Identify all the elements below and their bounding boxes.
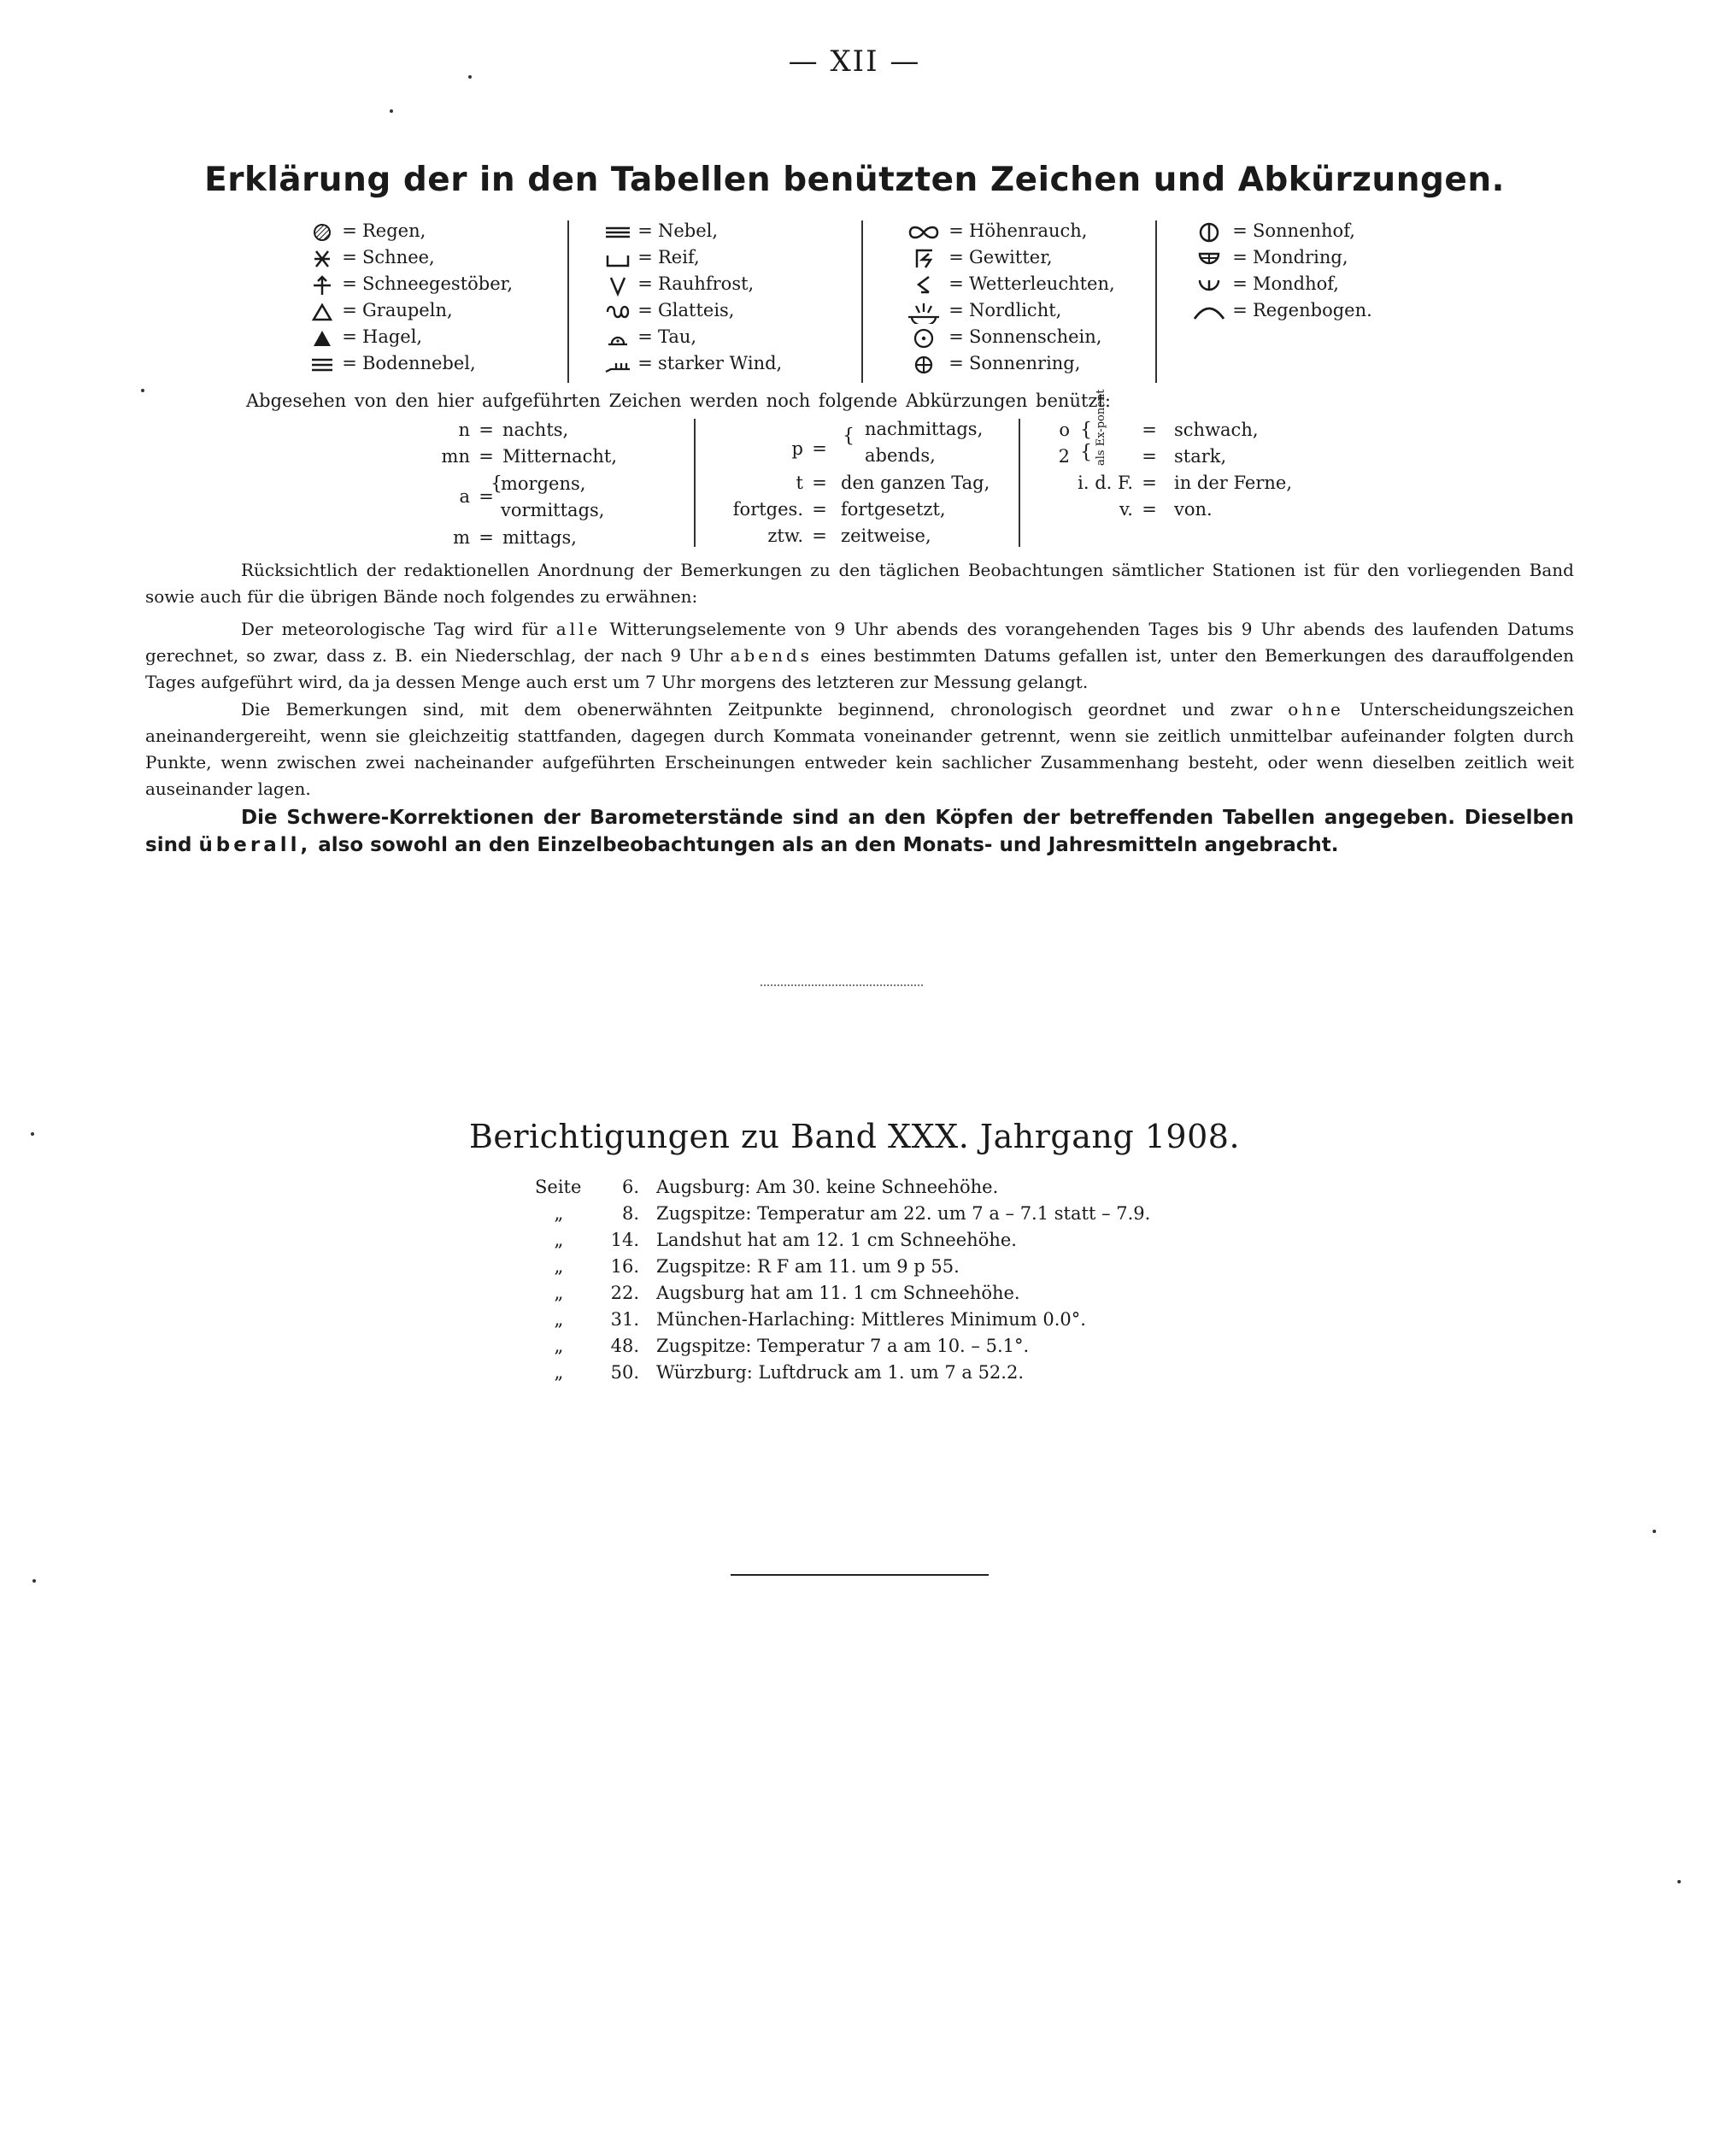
abbrev-value: schwach, <box>1174 420 1259 440</box>
paragraph-text: Witterungselemente von 9 Uhr abends des vorangehenden Tages bis 9 Uhr abends des laufenden Datums gerechnet, so zwar, dass z. B. ein Niederschlag, der nach 9 Uhr <box>145 619 1575 666</box>
equals-sign: = <box>1142 420 1157 440</box>
abbrev-value: fortgesetzt, <box>841 499 946 520</box>
equals-sign: = <box>342 220 357 241</box>
paragraph-text: also sowohl an den Einzelbeobachtungen als an den Monats- und Jahresmitteln angebracht. <box>318 834 1339 856</box>
correction-text: Zugspitze: Temperatur 7 a am 10. – 5.1°. <box>656 1336 1030 1356</box>
lunar-halo-icon <box>1191 271 1227 297</box>
abbrev-value: morgens, <box>501 473 586 494</box>
emphasis: ohne <box>1288 699 1344 720</box>
thunderstorm-icon <box>904 244 943 271</box>
correction-text: Zugspitze: R F am 11. um 9 p 55. <box>656 1256 960 1277</box>
legend-label: Graupeln, <box>362 300 453 320</box>
legend-row <box>1191 271 1372 297</box>
lunar-ring-icon <box>1191 244 1227 271</box>
equals-sign: = <box>637 273 653 294</box>
column-divider <box>1019 419 1020 547</box>
rain-icon <box>308 218 337 244</box>
legend-row <box>904 324 1115 350</box>
legend-label: Hagel, <box>362 326 423 347</box>
correction-prefix: Seite <box>535 1177 582 1197</box>
legend-row <box>1191 297 1372 324</box>
legend-label: Glatteis, <box>658 300 735 320</box>
legend-label: Schneegestöber, <box>362 273 514 294</box>
legend-label: Sonnenschein, <box>969 326 1102 347</box>
equals-sign: = <box>342 353 357 373</box>
strong-wind-icon <box>603 350 632 377</box>
correction-row <box>535 1254 960 1280</box>
legend-row <box>603 271 782 297</box>
hail-icon <box>308 324 337 350</box>
paragraph-text: Rücksichtlich der redaktionellen Anordnung der Bemerkungen zu den täglichen Beobachtungen sämtlicher Stationen ist für den vorliegenden Band sowie auch für die übrigen Bände noch folgendes zu erwähnen: <box>145 560 1574 607</box>
equals-sign: = <box>948 247 964 267</box>
legend-row <box>904 271 1115 297</box>
dew-icon <box>603 324 632 350</box>
legend-label: Tau, <box>658 326 697 347</box>
equals-sign: = <box>948 353 964 373</box>
closing-rule <box>731 1574 989 1576</box>
sunshine-icon <box>904 324 943 350</box>
equals-sign: = <box>812 473 827 493</box>
snow-icon <box>308 244 337 271</box>
abbrev-value: abends, <box>865 445 936 466</box>
correction-page: 31. <box>610 1309 639 1330</box>
legend-row <box>904 244 1115 271</box>
legend-row <box>308 297 513 324</box>
equals-sign: = <box>1232 273 1248 294</box>
equals-sign: = <box>812 438 827 459</box>
equals-sign: = <box>637 300 653 320</box>
brace: { <box>1080 420 1092 441</box>
ground-fog-icon <box>308 350 337 377</box>
correction-prefix: „ <box>554 1309 564 1330</box>
aurora-icon <box>904 297 943 324</box>
legend-row <box>308 324 513 350</box>
equals-sign: = <box>948 300 964 320</box>
legend-label: Nordlicht, <box>969 300 1062 320</box>
legend-label: Mondhof, <box>1253 273 1339 294</box>
equals-sign: = <box>812 499 827 520</box>
scan-speck <box>390 109 393 113</box>
section-divider <box>761 984 923 986</box>
equals-sign: = <box>1232 247 1248 267</box>
correction-text: Zugspitze: Temperatur am 22. um 7 a – 7.1 statt – 7.9. <box>656 1203 1151 1224</box>
symbol-column-2 <box>603 218 782 377</box>
scan-speck <box>141 389 144 392</box>
abbrev-value: nachts, <box>502 420 569 440</box>
equals-sign: = <box>479 527 494 548</box>
glaze-icon <box>603 297 632 324</box>
equals-sign: = <box>948 326 964 347</box>
abbrev-value: vormittags, <box>501 500 605 520</box>
column-divider <box>694 419 696 547</box>
legend-row <box>603 350 782 377</box>
legend-label: Mondring, <box>1253 247 1348 267</box>
legend-row <box>603 297 782 324</box>
abbrev-value: in der Ferne, <box>1174 473 1293 493</box>
legend-label: Rauhfrost, <box>658 273 755 294</box>
equals-sign: = <box>479 446 494 467</box>
correction-prefix: „ <box>554 1362 564 1383</box>
haze-icon <box>904 218 943 244</box>
correction-page: 8. <box>621 1203 639 1224</box>
equals-sign: = <box>479 486 494 507</box>
legend-row <box>603 244 782 271</box>
graupel-icon <box>308 297 337 324</box>
legend-row <box>308 350 513 377</box>
equals-sign: = <box>342 247 357 267</box>
solar-halo-icon <box>1191 218 1227 244</box>
correction-row <box>535 1227 1017 1254</box>
legend-label: Nebel, <box>658 220 719 241</box>
abbrev-value: den ganzen Tag, <box>841 473 990 493</box>
rainbow-icon <box>1191 297 1227 324</box>
abbrev-key-v: v. <box>1119 499 1133 520</box>
correction-text: Landshut hat am 12. 1 cm Schneehöhe. <box>656 1230 1017 1250</box>
correction-text: Augsburg hat am 11. 1 cm Schneehöhe. <box>656 1283 1020 1303</box>
correction-text: München-Harlaching: Mittleres Minimum 0.0°. <box>656 1309 1086 1330</box>
legend-row <box>603 324 782 350</box>
brace: { <box>490 473 502 495</box>
correction-prefix: „ <box>554 1283 564 1303</box>
correction-page: 22. <box>610 1283 639 1303</box>
correction-page: 16. <box>610 1256 639 1277</box>
abbrev-value: Mitternacht, <box>502 446 618 467</box>
correction-prefix: „ <box>554 1230 564 1250</box>
correction-row <box>535 1280 1020 1307</box>
equals-sign: = <box>637 220 653 241</box>
paragraph-text: Die Schwere-Korrektionen der Barometerstände sind an den Köpfen der betreffenden Tabellen angegeben. Dieselben sind <box>145 807 1574 856</box>
equals-sign: = <box>812 526 827 546</box>
legend-label: Reif, <box>658 247 700 267</box>
corrections-title: Berichtigungen zu Band XXX. Jahrgang 1908. <box>468 1118 1241 1155</box>
abbrev-key-m: m <box>453 527 470 548</box>
legend-label: Bodennebel, <box>362 353 476 373</box>
correction-prefix: „ <box>554 1256 564 1277</box>
legend-row <box>308 218 513 244</box>
rime-icon <box>603 271 632 297</box>
brace: { <box>843 426 854 447</box>
emphasis: alle <box>555 619 602 639</box>
equals-sign: = <box>637 353 653 373</box>
sheet-lightning-icon <box>904 271 943 297</box>
abbrev-key-ztw: ztw. <box>767 526 803 546</box>
paragraph-3 <box>145 696 1574 802</box>
abbrev-key-p: p <box>791 438 803 459</box>
abbrev-key-n: n <box>458 420 470 440</box>
scan-speck <box>32 1579 36 1583</box>
hoarfrost-icon <box>603 244 632 271</box>
scan-speck <box>1653 1530 1656 1533</box>
correction-row <box>535 1174 998 1201</box>
fog-icon <box>603 218 632 244</box>
legend-title: Erklärung der in den Tabellen benützten Zeichen und Abkürzungen. <box>204 161 1505 199</box>
abbrev-value: stark, <box>1174 446 1227 467</box>
abbrev-key-idf: i. d. F. <box>1078 473 1133 493</box>
abbrev-key-fortges: fortges. <box>732 499 803 520</box>
snowdrift-icon <box>308 271 337 297</box>
equals-sign: = <box>637 326 653 347</box>
emphasis: überall, <box>198 834 312 856</box>
equals-sign: = <box>1232 220 1248 241</box>
legend-label: Wetterleuchten, <box>969 273 1115 294</box>
abbrev-key-o: o <box>1059 420 1070 440</box>
correction-prefix: „ <box>554 1336 564 1356</box>
abbrev-value: zeitweise, <box>841 526 931 546</box>
equals-sign: = <box>342 273 357 294</box>
paragraph-text: Die Bemerkungen sind, mit dem obenerwähnten Zeitpunkte beginnend, chronologisch geordnet und zwar <box>241 699 1273 720</box>
equals-sign: = <box>1142 446 1157 467</box>
legend-row <box>603 218 782 244</box>
symbol-column-1 <box>308 218 513 377</box>
legend-label: Höhenrauch, <box>969 220 1088 241</box>
correction-row <box>535 1333 1029 1360</box>
paragraph-text: Der meteorologische Tag wird für <box>241 619 548 639</box>
abbreviation-intro: Abgesehen von den hier aufgeführten Zeichen werden noch folgende Abkürzungen benützt: <box>246 391 1111 411</box>
emphasis: abends <box>730 645 813 666</box>
abbrev-value: von. <box>1174 499 1213 520</box>
correction-page: 48. <box>610 1336 639 1356</box>
equals-sign: = <box>1142 499 1157 520</box>
page-number: — XII — <box>788 44 921 79</box>
legend-row <box>308 271 513 297</box>
paragraph-1 <box>145 557 1574 610</box>
abbrev-key-a: a <box>459 486 470 507</box>
legend-row <box>1191 244 1372 271</box>
correction-page: 50. <box>610 1362 639 1383</box>
correction-row <box>535 1201 1150 1227</box>
solar-ring-icon <box>904 350 943 377</box>
correction-page: 6. <box>621 1177 639 1197</box>
paragraph-4 <box>145 804 1574 859</box>
legend-row <box>904 350 1115 377</box>
correction-text: Würzburg: Luftdruck am 1. um 7 a 52.2. <box>656 1362 1025 1383</box>
legend-label: Schnee, <box>362 247 435 267</box>
equals-sign: = <box>1142 473 1157 493</box>
column-divider <box>567 220 569 383</box>
legend-row <box>1191 218 1372 244</box>
equals-sign: = <box>948 273 964 294</box>
paragraph-2 <box>145 616 1574 696</box>
scan-speck <box>468 75 472 79</box>
equals-sign: = <box>479 420 494 440</box>
equals-sign: = <box>637 247 653 267</box>
scan-speck <box>1677 1880 1681 1883</box>
legend-label: Gewitter, <box>969 247 1053 267</box>
abbrev-value: mittags, <box>502 527 577 548</box>
correction-prefix: „ <box>554 1203 564 1224</box>
abbrev-key-t: t <box>796 473 803 493</box>
exponent-label: als Ex-ponent <box>1095 389 1107 466</box>
column-divider <box>1155 220 1157 383</box>
correction-row <box>535 1307 1086 1333</box>
symbol-column-4 <box>1191 218 1372 324</box>
equals-sign: = <box>948 220 964 241</box>
legend-label: Regenbogen. <box>1253 300 1372 320</box>
abbrev-value: nachmittags, <box>865 419 984 439</box>
equals-sign: = <box>342 300 357 320</box>
brace: { <box>1080 442 1092 463</box>
scan-speck <box>31 1132 34 1136</box>
paragraph-text: Unterscheidungszeichen aneinandergereiht, wenn sie gleichzeitig stattfanden, dagegen durch Kommata voneinander getrennt, wenn sie zeitlich unmittelbar aufeinander folgten durch Punkte, wenn zwischen zwei nacheinander aufgeführten Erscheinungen entweder kein sachlicher Zusammenhang besteht, oder wenn dieselben zeitlich weit auseinander lagen. <box>145 699 1575 799</box>
correction-row <box>535 1360 1024 1386</box>
legend-label: starker Wind, <box>658 353 783 373</box>
paragraph-text: eines bestimmten Datums gefallen ist, unter den Bemerkungen des darauffolgenden Tages aufgeführt wird, da ja dessen Menge auch erst um 7 Uhr morgens des letzteren zur Messung gelangt. <box>145 645 1575 692</box>
column-divider <box>861 220 863 383</box>
equals-sign: = <box>1232 300 1248 320</box>
legend-row <box>904 297 1115 324</box>
legend-row <box>308 244 513 271</box>
correction-page: 14. <box>610 1230 639 1250</box>
abbrev-key-mn: mn <box>441 446 470 467</box>
abbrev-key-2: 2 <box>1058 446 1070 467</box>
symbol-column-3 <box>904 218 1115 377</box>
legend-label: Sonnenhof, <box>1253 220 1355 241</box>
legend-label: Sonnenring, <box>969 353 1081 373</box>
legend-row <box>904 218 1115 244</box>
legend-label: Regen, <box>362 220 426 241</box>
correction-text: Augsburg: Am 30. keine Schneehöhe. <box>656 1177 999 1197</box>
equals-sign: = <box>342 326 357 347</box>
